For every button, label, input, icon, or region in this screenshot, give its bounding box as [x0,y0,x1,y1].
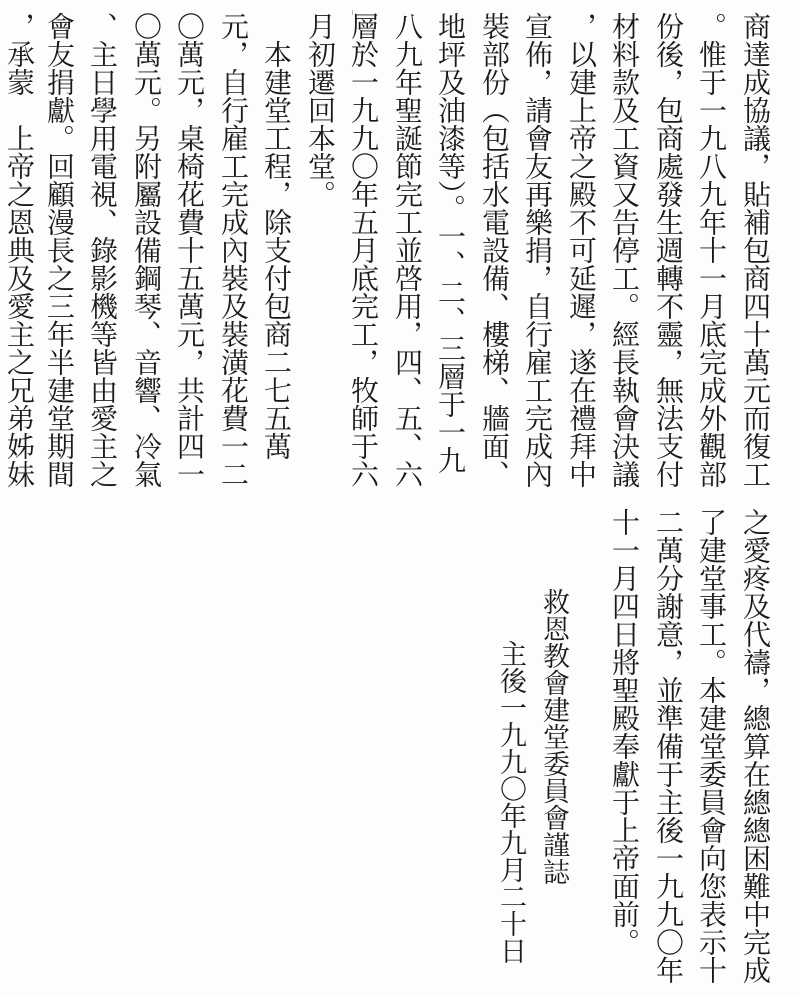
text-column: 宣佈，請會友再樂捐，自行雇工完成內 [521,12,554,488]
text-column: ，以建上帝之殿不可延遲，遂在禮拜中 [565,12,598,488]
text-column: 〇萬元。另附屬設備鋼琴、音響、冷氣 [130,12,163,488]
text-column: 元，自行雇工完成內裝及裝潢花費一二 [217,12,250,488]
text-column: 。惟于一九八九年十一月底完成外觀部 [695,12,728,488]
text-column: 八九年聖誕節完工並啓用，四、五、六 [391,12,424,488]
text-column: 地坪及油漆等）。一、二、三層于一九 [434,12,467,474]
text-column: 月初遷回本堂。 [304,12,337,208]
text-column: 裝部份（包括水電設備、樓梯、牆面、 [478,12,511,488]
text-column: 材料款及工資又告停工。經長執會決議 [608,12,641,488]
text-column: 〇萬元，桌椅花費十五萬元，共計四一 [173,12,206,488]
text-column: 十一月四日將聖殿奉獻于上帝面前。 [608,508,641,956]
signature-date: 主後一九九〇年九月二十日 [495,640,526,964]
signature-organization: 救恩教會建堂委員會謹誌 [538,588,569,885]
text-column: 會友捐獻。回顧漫長之三年半建堂期間 [43,12,76,488]
text-column: 商達成協議，貼補包商四十萬元而復工 [739,12,772,488]
text-column: 之愛疼及代禱，總算在總總困難中完成 [739,508,772,984]
text-column: ，承蒙 上帝之恩典及愛主之兄弟姊妹 [3,12,36,488]
text-column: 層於一九九〇年五月底完工，牧師于六 [347,12,380,488]
text-column: 了建堂事工。本建堂委員會向您表示十 [695,508,728,984]
text-column: 份後，包商處發生週轉不靈，無法支付 [652,12,685,488]
text-column: 本建堂工程，除支付包商二七五萬 [260,12,293,460]
text-column: 二萬分謝意，並準備于主後一九九〇年 [652,508,685,984]
text-column: 、主日學用電視、錄影機等皆由愛主之 [86,12,119,488]
